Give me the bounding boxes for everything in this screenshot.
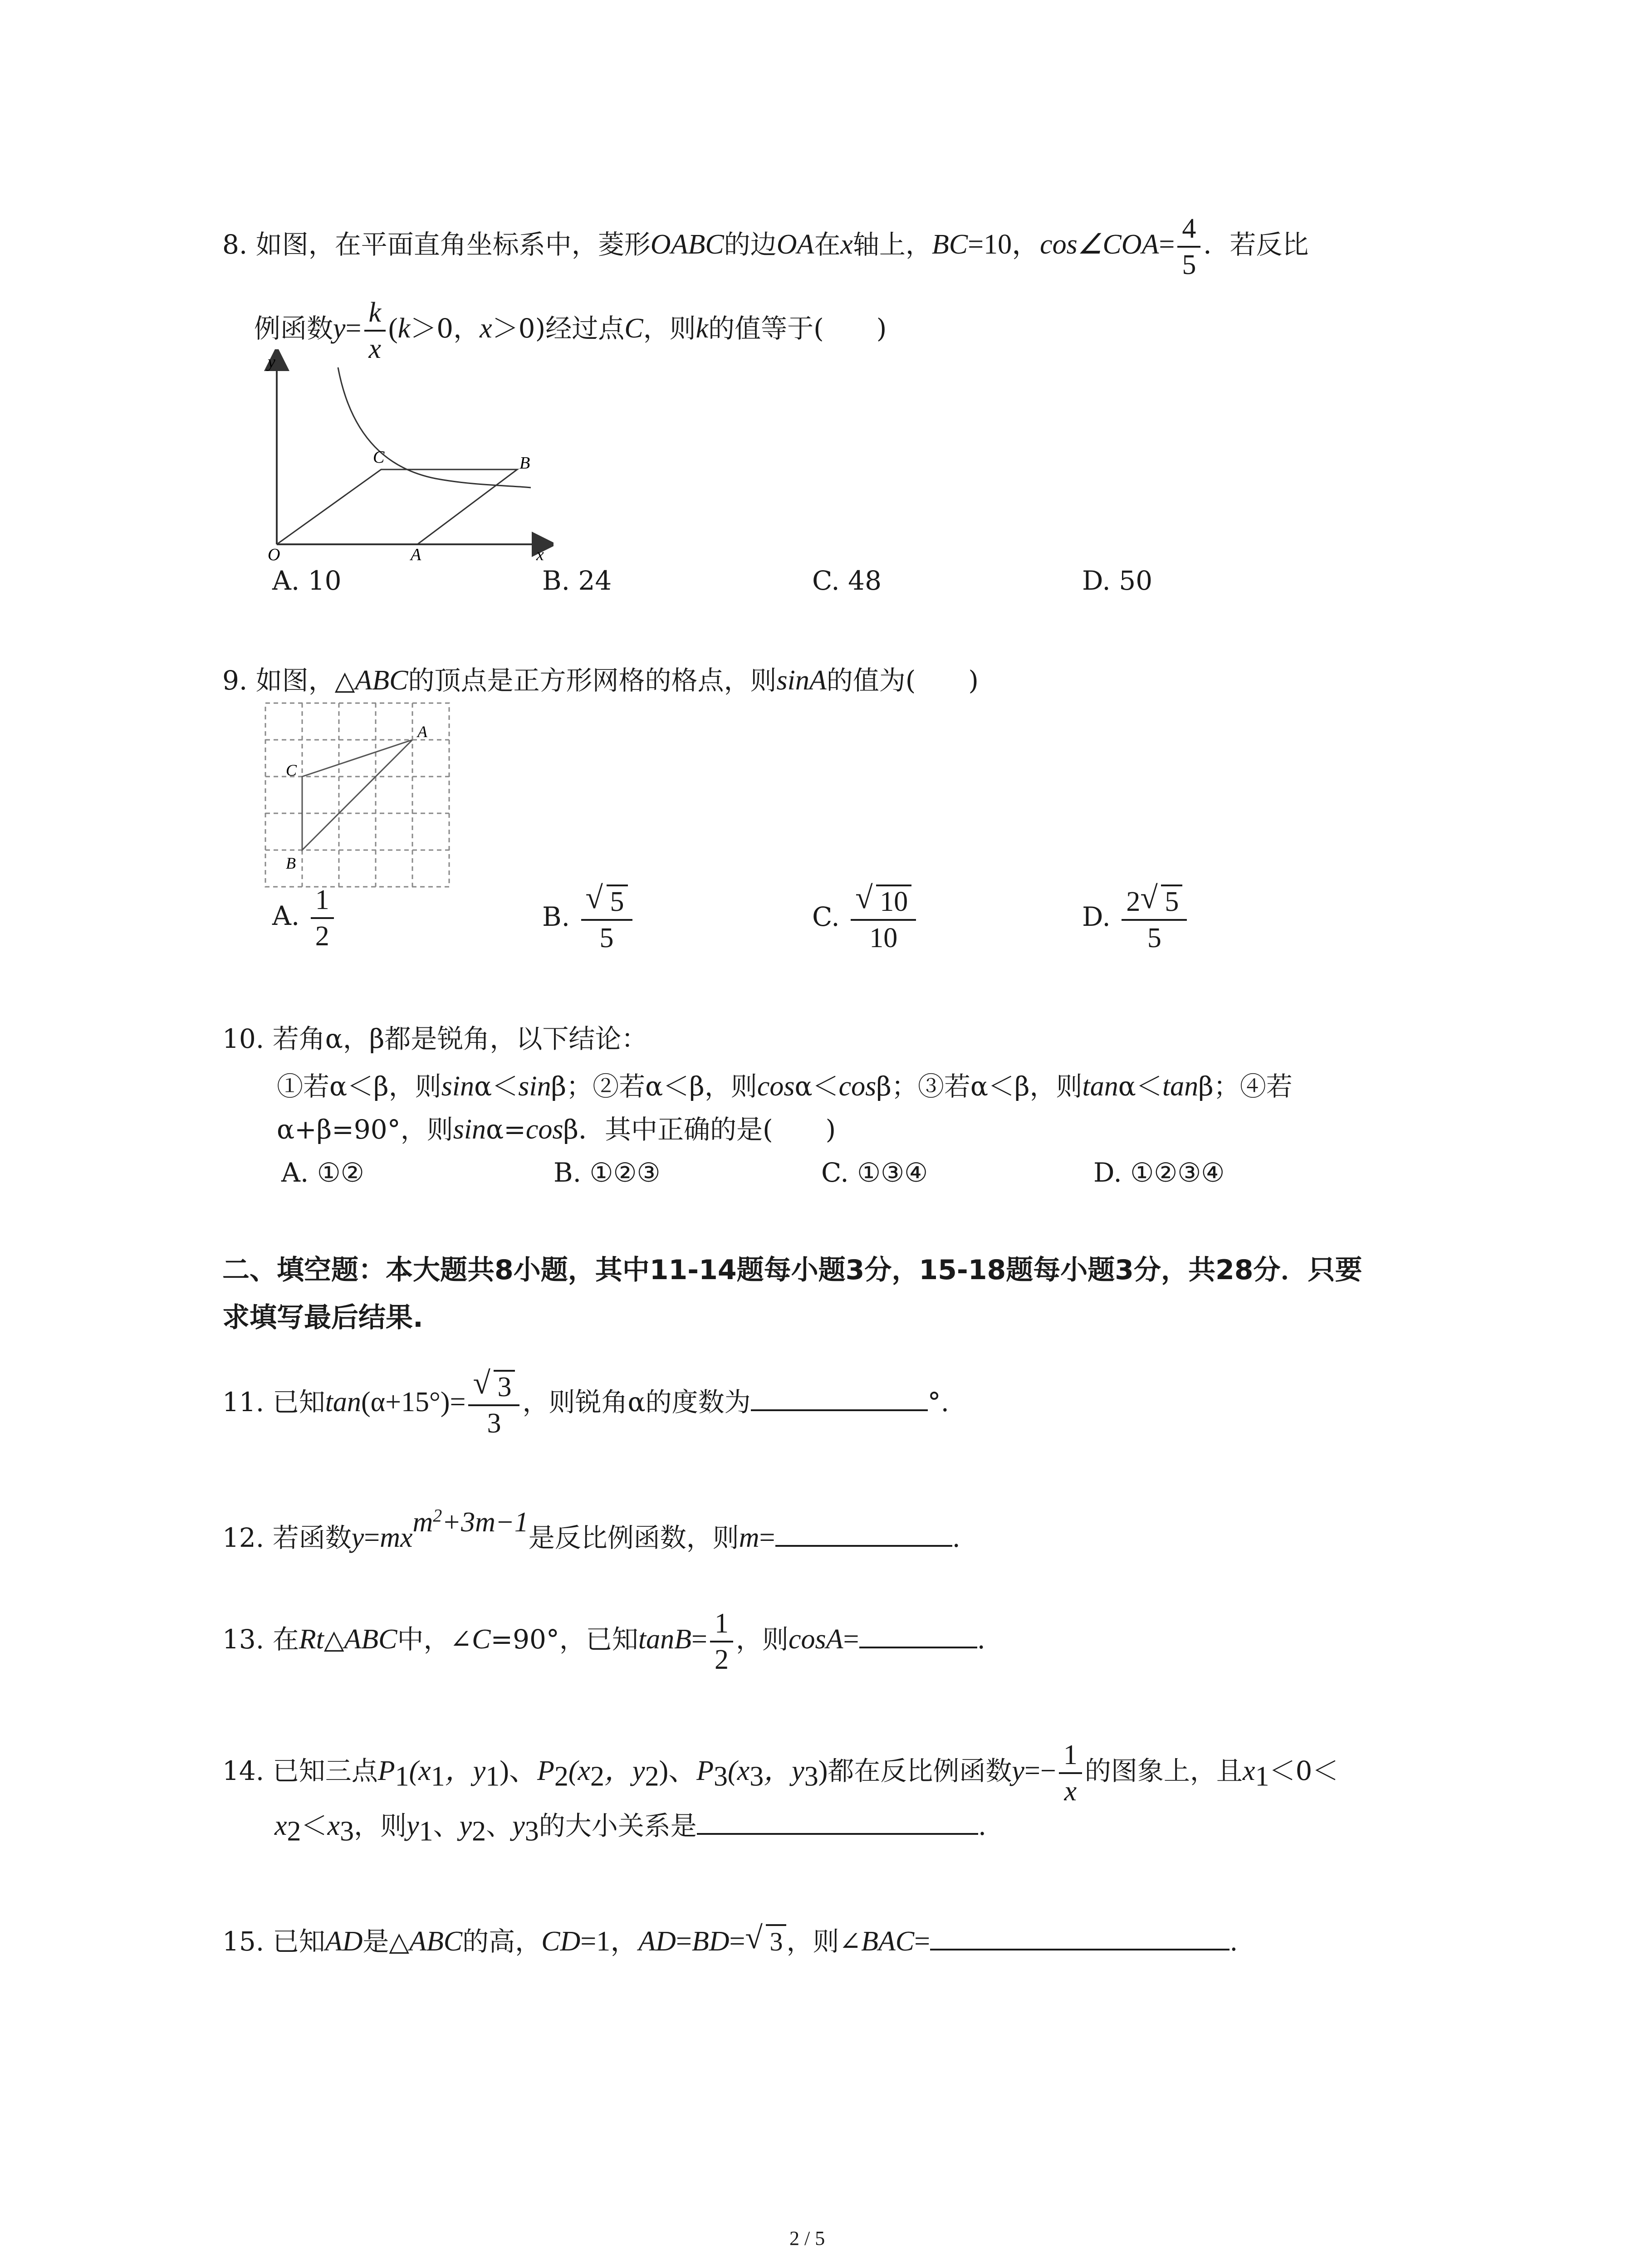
option-fraction bbox=[311, 885, 334, 952]
q12-text: 若函数 bbox=[272, 1522, 352, 1553]
label-b: B bbox=[286, 854, 296, 872]
q10-text: ①若α＜β，则 bbox=[277, 1071, 441, 1102]
q10-math: cos bbox=[757, 1071, 795, 1102]
label-x: x bbox=[536, 545, 544, 562]
q14-math: y bbox=[407, 1810, 419, 1841]
fraction-denominator: 5 bbox=[1147, 923, 1161, 953]
q9-option-b[interactable] bbox=[542, 880, 635, 953]
q11-answer-blank[interactable] bbox=[751, 1384, 928, 1411]
q8-line1 bbox=[222, 213, 1308, 280]
q13-text: ，则 bbox=[735, 1624, 789, 1655]
radicand: 3 bbox=[494, 1370, 515, 1403]
q13-text: =90°，已知 bbox=[490, 1624, 638, 1655]
q10-line1 bbox=[222, 1023, 647, 1055]
q9-text: 如图，△ bbox=[255, 665, 355, 696]
label-b: B bbox=[519, 454, 530, 473]
q15-math: BAC bbox=[861, 1926, 915, 1957]
q10-math: cos bbox=[525, 1114, 563, 1145]
q10-option-b[interactable]: B. ①②③ bbox=[554, 1157, 661, 1188]
fraction-denominator: 5 bbox=[599, 923, 614, 953]
q10-number: 10. bbox=[222, 1023, 265, 1054]
label-a: A bbox=[411, 545, 421, 562]
q14-text: 已知三点 bbox=[272, 1755, 378, 1787]
q14-math: (x bbox=[568, 1755, 590, 1787]
q10-math: tan bbox=[1162, 1071, 1199, 1102]
label-a: A bbox=[417, 723, 427, 741]
q8-math: OABC bbox=[650, 229, 724, 260]
q14-answer-blank[interactable] bbox=[697, 1808, 978, 1835]
option-label: A. bbox=[272, 900, 300, 932]
q8-math: k bbox=[397, 313, 411, 344]
q8-text: ，则 bbox=[643, 313, 696, 344]
fraction-denominator: 2 bbox=[714, 1644, 729, 1675]
q8-text: 例函数 bbox=[254, 313, 333, 344]
q8-math: x bbox=[480, 313, 492, 344]
q9-option-d[interactable] bbox=[1082, 880, 1190, 953]
q14-sub: 2 bbox=[554, 1761, 568, 1792]
q14-sub: 1 bbox=[1255, 1761, 1269, 1792]
q13-math: Rt bbox=[299, 1624, 324, 1655]
q13-number: 13. bbox=[222, 1624, 265, 1655]
sqrt-symbol: √ 3 bbox=[473, 1370, 515, 1403]
q14-line1 bbox=[222, 1740, 1338, 1807]
q14-text: )、 bbox=[500, 1755, 537, 1787]
q14-text: =− bbox=[1024, 1755, 1056, 1787]
q14-text: ＜ bbox=[301, 1810, 328, 1841]
q8-rhombus-graph bbox=[254, 349, 554, 562]
fraction-numerator: 1 bbox=[710, 1608, 733, 1642]
q14-text: 的图象上，且 bbox=[1084, 1755, 1243, 1787]
q14-sub: 3 bbox=[524, 1816, 539, 1847]
q15-text: = bbox=[914, 1926, 931, 1957]
q13-math: cosA bbox=[789, 1624, 843, 1655]
q14-math: x bbox=[1242, 1755, 1255, 1787]
q11-text: (α+15°)= bbox=[361, 1387, 466, 1418]
q10-math: sin bbox=[518, 1071, 551, 1102]
q10-text: β；③若α＜β，则 bbox=[876, 1071, 1083, 1102]
radicand: 3 bbox=[766, 1924, 786, 1958]
label-y: y bbox=[268, 352, 275, 371]
radicand: 10 bbox=[876, 885, 911, 917]
q8-text: 轴上， bbox=[852, 229, 932, 260]
q8-text: ＞0， bbox=[410, 313, 480, 344]
q14-math: x bbox=[327, 1810, 340, 1841]
q9-math: sinA bbox=[776, 665, 827, 696]
q10-math: tan bbox=[1082, 1071, 1118, 1102]
q8-text: 的边 bbox=[724, 229, 777, 260]
q9-text: 的顶点是正方形网格的格点，则 bbox=[408, 665, 777, 696]
q12-line bbox=[222, 1506, 960, 1554]
option-fraction bbox=[581, 880, 632, 953]
fraction-denominator: 5 bbox=[1182, 249, 1196, 280]
q8-math: x bbox=[840, 229, 853, 260]
q8-option-a[interactable]: A. 10 bbox=[272, 565, 342, 596]
q14-math: y bbox=[1012, 1755, 1024, 1787]
q13-text: 在 bbox=[272, 1624, 299, 1655]
q14-math: P bbox=[537, 1755, 554, 1787]
q8-math: OA bbox=[776, 229, 814, 260]
q14-math: x bbox=[274, 1810, 287, 1841]
q9-math: ABC bbox=[355, 665, 408, 696]
q12-math: y bbox=[351, 1522, 364, 1553]
q12-text: 是反比例函数，则 bbox=[528, 1522, 739, 1553]
q8-math: BC bbox=[931, 229, 968, 260]
q10-option-d[interactable]: D. ①②③④ bbox=[1093, 1157, 1225, 1188]
q8-text: ＞0)经过点 bbox=[492, 313, 625, 344]
sqrt-symbol: √ 10 bbox=[855, 885, 911, 917]
option-label: B. bbox=[542, 901, 570, 933]
q8-math: k bbox=[696, 313, 709, 344]
q13-text: △ bbox=[323, 1624, 344, 1655]
q11-text: 已知 bbox=[272, 1387, 325, 1418]
q15-math: AD bbox=[325, 1926, 363, 1957]
fraction-numerator: 1 bbox=[311, 885, 334, 919]
q9-grid-triangle bbox=[263, 701, 454, 891]
q14-text: 、 bbox=[486, 1810, 513, 1841]
q8-text: ．若反比 bbox=[1203, 229, 1309, 260]
q10-text: α= bbox=[486, 1114, 526, 1145]
q15-line bbox=[222, 1923, 1238, 1958]
q14-math: ，y bbox=[445, 1755, 486, 1787]
q9-option-c[interactable] bbox=[812, 880, 919, 953]
q13-text: . bbox=[977, 1624, 985, 1655]
fraction-denominator: x bbox=[368, 333, 382, 364]
q13-fraction bbox=[710, 1608, 733, 1675]
q8-fraction bbox=[1177, 213, 1200, 280]
section-2-heading-cont: 求填写最后结果. bbox=[222, 1302, 423, 1334]
q14-sub: 1 bbox=[395, 1761, 409, 1792]
coefficient: 2 bbox=[1126, 886, 1141, 917]
q15-text: = bbox=[729, 1926, 745, 1957]
q14-text: . bbox=[978, 1810, 987, 1841]
q12-math: mx bbox=[380, 1522, 413, 1553]
q8-option-d[interactable]: D. 50 bbox=[1082, 565, 1153, 596]
label-c: C bbox=[373, 448, 385, 467]
q14-fraction bbox=[1059, 1740, 1082, 1807]
q14-text: ) bbox=[818, 1755, 828, 1787]
q14-math: ，y bbox=[604, 1755, 645, 1787]
q10-math: sin bbox=[453, 1114, 486, 1145]
q13-text: = bbox=[691, 1624, 707, 1655]
q12-text: = bbox=[759, 1522, 775, 1553]
fraction-numerator: 4 bbox=[1177, 213, 1200, 248]
q14-sub: 2 bbox=[590, 1761, 604, 1792]
q14-sub: 3 bbox=[749, 1761, 764, 1792]
q14-text: 的大小关系是 bbox=[539, 1810, 697, 1841]
q8-text: 如图，在平面直角坐标系中，菱形 bbox=[255, 229, 651, 260]
fraction-numerator: k bbox=[364, 297, 386, 332]
q14-number: 14. bbox=[222, 1755, 265, 1787]
q12-math: m bbox=[739, 1522, 759, 1553]
exponent-power: 2 bbox=[433, 1505, 442, 1525]
fraction-numerator: 1 bbox=[1059, 1740, 1082, 1774]
q14-text: ＜0＜ bbox=[1269, 1755, 1339, 1787]
q13-math: C bbox=[472, 1624, 491, 1655]
sqrt-symbol: √ 3 bbox=[745, 1924, 786, 1958]
q12-text: . bbox=[952, 1522, 960, 1553]
radicand: 5 bbox=[1161, 885, 1182, 917]
q8-text: ( bbox=[388, 313, 398, 344]
q10-math: cos bbox=[838, 1071, 877, 1102]
option-label: D. bbox=[1082, 901, 1111, 933]
q12-answer-blank[interactable] bbox=[775, 1520, 952, 1547]
q15-text: ，则∠ bbox=[786, 1926, 862, 1957]
q10-math: sin bbox=[441, 1071, 475, 1102]
q15-number: 15. bbox=[222, 1926, 265, 1957]
q14-math: P bbox=[377, 1755, 395, 1787]
q10-line3 bbox=[277, 1114, 836, 1145]
q14-text: ，则 bbox=[354, 1810, 407, 1841]
q15-text: 已知 bbox=[272, 1926, 325, 1957]
q14-math: (x bbox=[409, 1755, 431, 1787]
q14-text: )、 bbox=[659, 1755, 697, 1787]
q8-math: y bbox=[333, 313, 346, 344]
q11-number: 11. bbox=[222, 1387, 265, 1418]
q10-text: 若角α，β都是锐角，以下结论： bbox=[272, 1023, 648, 1054]
q14-sub: 3 bbox=[714, 1761, 728, 1792]
q11-line bbox=[222, 1366, 950, 1439]
label-o: O bbox=[268, 545, 280, 562]
q10-text: α＜ bbox=[794, 1071, 839, 1102]
q10-option-c[interactable]: C. ①③④ bbox=[821, 1157, 928, 1188]
q8-number: 8. bbox=[222, 229, 248, 260]
q8-text: = bbox=[1159, 229, 1175, 260]
option-label: C. bbox=[812, 901, 840, 933]
q14-sub: 3 bbox=[340, 1816, 354, 1847]
option-fraction bbox=[851, 880, 916, 953]
q11-math: tan bbox=[325, 1387, 361, 1418]
fraction-denominator: x bbox=[1064, 1776, 1077, 1807]
q15-text: =1， bbox=[580, 1926, 639, 1957]
q13-text: 中，∠ bbox=[397, 1624, 472, 1655]
q14-text: 、 bbox=[433, 1810, 460, 1841]
q10-text: α＜ bbox=[1118, 1071, 1162, 1102]
q10-text: β；②若α＜β，则 bbox=[551, 1071, 757, 1102]
label-c: C bbox=[286, 761, 297, 779]
q15-text: 是△ bbox=[362, 1926, 409, 1957]
q15-math: BD bbox=[691, 1926, 730, 1957]
q11-fraction bbox=[468, 1366, 519, 1439]
q9-text: 的值为( ) bbox=[826, 665, 979, 696]
q8-option-c[interactable]: C. 48 bbox=[812, 565, 882, 596]
q10-option-a[interactable]: A. ①② bbox=[281, 1157, 364, 1188]
fraction-denominator: 2 bbox=[315, 921, 329, 952]
triangle-abc bbox=[302, 740, 412, 850]
q14-math: y bbox=[512, 1810, 525, 1841]
q14-text: 都在反比例函数 bbox=[828, 1755, 1012, 1787]
q15-text: = bbox=[676, 1926, 692, 1957]
page-number: 2 / 5 bbox=[789, 2227, 825, 2249]
rhombus-oabc bbox=[277, 469, 517, 544]
q10-text: α+β=90°，则 bbox=[277, 1114, 453, 1145]
radicand: 5 bbox=[607, 885, 628, 917]
q15-text: 的高， bbox=[462, 1926, 542, 1957]
q15-text: . bbox=[1230, 1926, 1238, 1957]
q9-option-a[interactable] bbox=[272, 885, 337, 952]
q8-text: =10， bbox=[968, 229, 1040, 260]
q8-text: 的值等于( ) bbox=[708, 313, 887, 344]
q12-number: 12. bbox=[222, 1522, 265, 1553]
q10-text: α＜ bbox=[474, 1071, 519, 1102]
q11-text: °. bbox=[927, 1387, 950, 1418]
q13-line bbox=[222, 1608, 985, 1675]
exponent-rest: +3m−1 bbox=[442, 1506, 529, 1538]
q14-math: (x bbox=[728, 1755, 750, 1787]
q14-line2 bbox=[274, 1808, 986, 1848]
q13-answer-blank[interactable] bbox=[859, 1621, 977, 1648]
q10-text: β．其中正确的是( ) bbox=[563, 1114, 836, 1145]
q15-math: ABC bbox=[409, 1926, 463, 1957]
q10-text: β；④若 bbox=[1198, 1071, 1293, 1102]
q15-math: CD bbox=[541, 1926, 581, 1957]
q13-math: ABC bbox=[344, 1624, 397, 1655]
fraction-denominator: 3 bbox=[487, 1408, 501, 1439]
option-fraction bbox=[1122, 880, 1187, 953]
q12-text: = bbox=[364, 1522, 380, 1553]
q9-line bbox=[222, 665, 979, 696]
q8-text: 在 bbox=[814, 229, 841, 260]
fraction-denominator: 10 bbox=[869, 923, 898, 953]
q14-sub: 1 bbox=[419, 1816, 433, 1847]
q8-option-b[interactable]: B. 24 bbox=[542, 565, 612, 596]
q8-math: C bbox=[624, 313, 643, 344]
q14-sub: 3 bbox=[804, 1761, 818, 1792]
q8-text: = bbox=[345, 313, 362, 344]
q14-sub: 2 bbox=[287, 1816, 301, 1847]
sqrt-symbol: √ 5 bbox=[586, 885, 628, 917]
q11-text: ，则锐角α的度数为 bbox=[522, 1387, 751, 1418]
q14-sub: 2 bbox=[472, 1816, 486, 1847]
exponent-base: m bbox=[412, 1506, 433, 1538]
section-2-heading: 二、填空题：本大题共8小题，其中11-14题每小题3分，15-18题每小题3分，共28分．只要 bbox=[222, 1254, 1362, 1286]
q14-sub: 2 bbox=[645, 1761, 659, 1792]
q13-math: tanB bbox=[638, 1624, 692, 1655]
q10-line2 bbox=[277, 1070, 1293, 1102]
q8-math: cos∠COA bbox=[1040, 229, 1159, 260]
q13-text: = bbox=[843, 1624, 859, 1655]
sqrt-symbol: √ 5 bbox=[1140, 885, 1182, 917]
q12-exponent bbox=[413, 1507, 529, 1538]
q14-sub: 1 bbox=[431, 1761, 445, 1792]
q15-math: AD bbox=[638, 1926, 676, 1957]
q15-answer-blank[interactable] bbox=[930, 1923, 1230, 1950]
q14-math: ，y bbox=[764, 1755, 804, 1787]
q14-math: y bbox=[459, 1810, 472, 1841]
q9-number: 9. bbox=[222, 665, 248, 696]
q14-sub: 1 bbox=[485, 1761, 500, 1792]
q14-math: P bbox=[696, 1755, 714, 1787]
